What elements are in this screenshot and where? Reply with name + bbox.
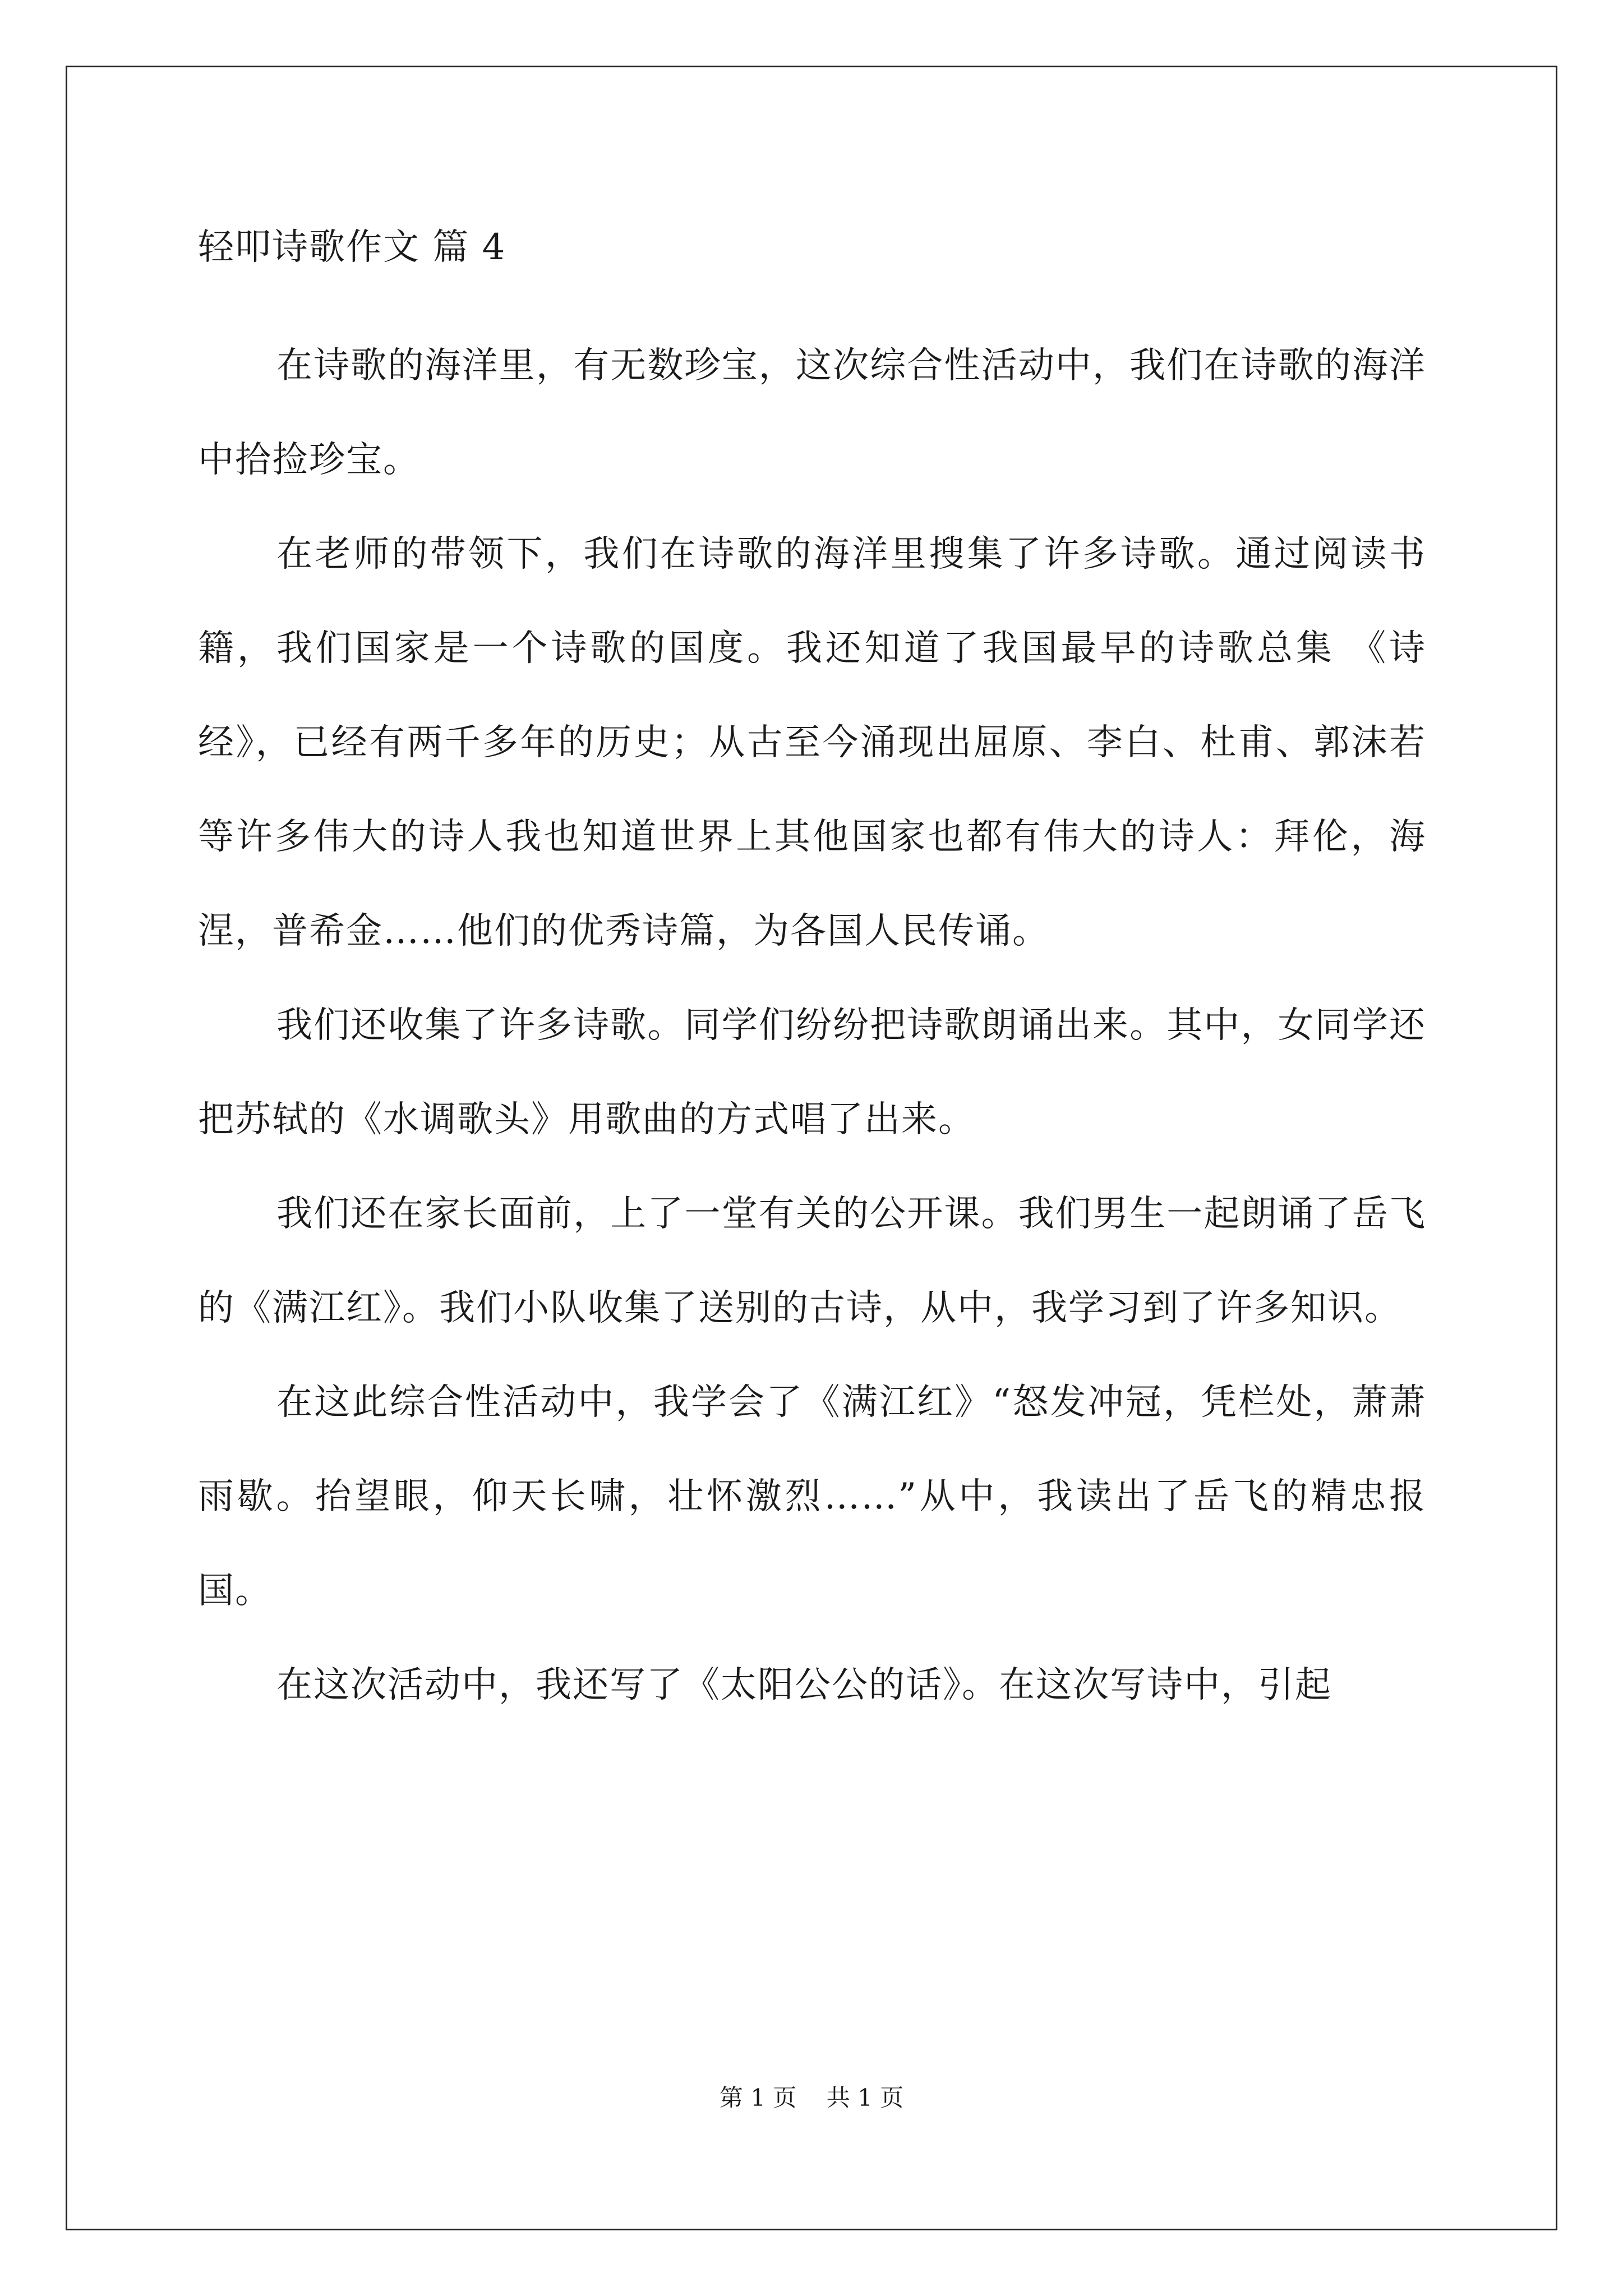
paragraph: 我们还收集了许多诗歌。同学们纷纷把诗歌朗诵出来。其中，女同学还把苏轼的《水调歌头》用歌曲的方式唱了出来。 (198, 1005, 1426, 1140)
document-body (198, 319, 1426, 1732)
paragraph: 在老师的带领下，我们在诗歌的海洋里搜集了许多诗歌。通过阅读书籍，我们国家是一个诗歌的国度。我还知道了我国最早的诗歌总集 《诗经》，已经有两千多年的历史；从古至今涌现出屈原、李白、杜甫、郭沫若等许多伟大的诗人我也知道世界上其他国家也都有伟大的诗人：拜伦，海涅，普希金……他们的优秀诗篇，为各国人民传诵。 (198, 533, 1426, 952)
paragraph: 在这次活动中，我还写了《太阳公公的话》。在这次写诗中，引起 (276, 1664, 1332, 1706)
paragraph: 在诗歌的海洋里，有无数珍宝，这次综合性活动中，我们在诗歌的海洋中拾捡珍宝。 (198, 345, 1426, 481)
paragraph: 我们还在家长面前，上了一堂有关的公开课。我们男生一起朗诵了岳飞的《满江红》。我们小队收集了送别的古诗，从中，我学习到了许多知识。 (198, 1193, 1426, 1329)
page-number-footer: 第 1 页 共 1 页 (719, 2084, 904, 2111)
paragraph: 在这此综合性活动中，我学会了《满江红》“怒发冲冠，凭栏处，萧萧雨歇。抬望眼，仰天长啸，壮怀激烈……”从中，我读出了岳飞的精忠报国。 (198, 1382, 1426, 1612)
document-title: 轻叩诗歌作文 篇 4 (198, 227, 506, 268)
